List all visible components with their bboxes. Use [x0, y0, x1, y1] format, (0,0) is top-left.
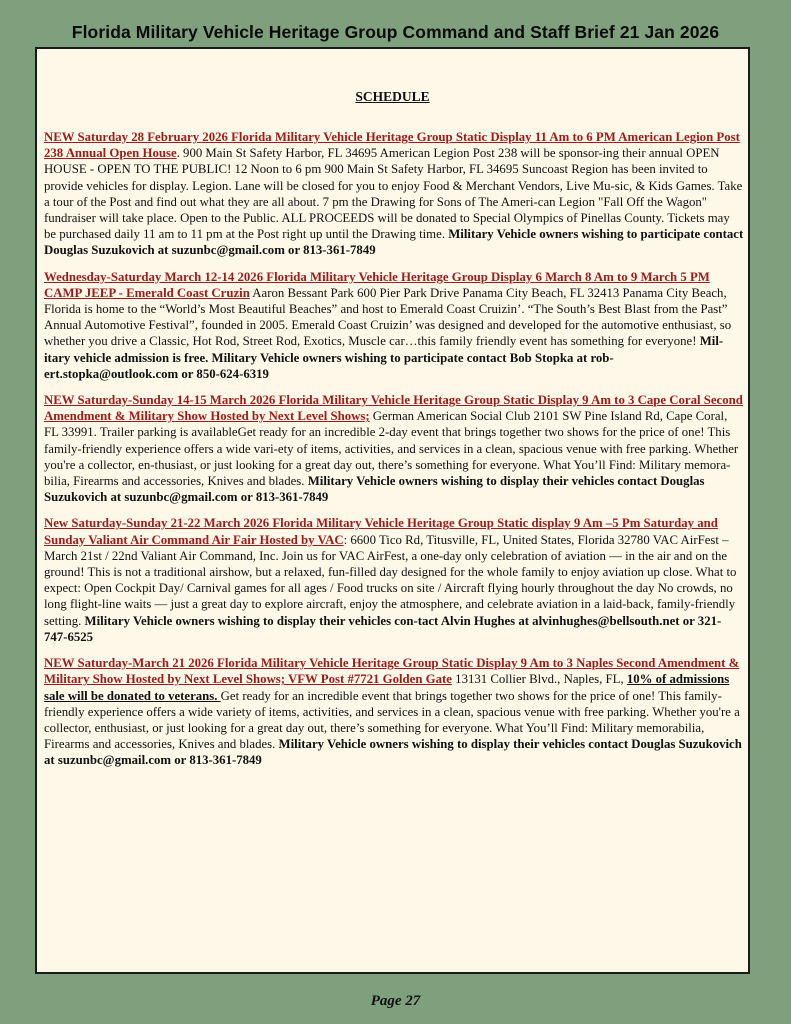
event-contact: Mil-itary vehicle admission is free. Military Vehicle owners wishing to participate contact Bob Stopka at rob-ert.stopka@outlook.com or 850-624-6319: [44, 334, 724, 381]
event-body: Aaron Bessant Park 600 Pier Park Drive Panama City Beach, FL 32413 Panama City Beach, Florida is home to the “World’s Most Beautiful Beaches” and host to Emerald Coast Cruizin’. “The South’s Best Blast from the Past” Annual Automotive Festival”, founded in 2005. Emerald Coast Cruizin’ was designed and developed for the automotive enthusiast, so whether you drive a Classic, Hot Rod, Street Rod, Exotics, Muscle car…this family friendly event has something for everyone!: [44, 285, 732, 349]
event-item: [44, 515, 744, 645]
event-highlight: 10% of admissions sale will be donated to veterans.: [44, 672, 730, 703]
event-item: [44, 269, 744, 382]
event-list: [44, 129, 744, 779]
event-title: New Saturday-Sunday 21-22 March 2026 Florida Military Vehicle Heritage Group Static display 9 Am –5 Pm Saturday and Sunday Valiant Air Command Air Fair Hosted by VAC: [44, 516, 718, 547]
event-body: : 6600 Tico Rd, Titusville, FL, United States, Florida 32780 VAC AirFest – March 21st / 22nd Valiant Air Command, Inc. Join us for VAC AirFest, a one-day only celebration of aviation — in the air and on the ground! This is not a traditional airshow, but a relaxed, fun-filled day designed for the whole family to enjoy aviation up close. What to expect: Open Cockpit Day/ Carnival games for all ages / Food trucks on site / Aircraft flying hourly throughout the day No crowds, no long flight-line waits — just a great day to explore aircraft, enjoy the atmosphere, and celebrate aviation in a laid-back, family-friendly setting.: [44, 532, 737, 628]
event-title: NEW Saturday-Sunday 14-15 March 2026 Florida Military Vehicle Heritage Group Static Display 9 Am to 3 Cape Coral Second Amendment & Military Show Hosted by Next Level Shows;: [44, 393, 743, 424]
event-body: Get ready for an incredible event that brings together two shows for the price of one! This family-friendly experience offers a wide variety of items, activities, and services in a clean, spacious venue with free parking. Whether you're a collector, enthusiast, or just looking for a great day out, there’s something for everyone. What You’ll Find: Military memorabilia, Firearms and accessories, Knives and blades.: [44, 688, 740, 752]
event-body: 13131 Collier Blvd., Naples, FL,: [451, 672, 627, 687]
event-title: NEW Saturday 28 February 2026 Florida Military Vehicle Heritage Group Static Display 11 Am to 6 PM American Legion Post 238 Annual Open House: [44, 130, 740, 161]
page-number: Page 27: [370, 993, 421, 1009]
event-contact: Military Vehicle owners wishing to participate contact Douglas Suzukovich at suzunbc@gmail.com or 813-361-7849: [44, 227, 744, 258]
event-contact: Military Vehicle owners wishing to display their vehicles contact Douglas Suzukovich at suzunbc@gmail.com or 813-361-7849: [44, 474, 705, 505]
event-title: NEW Saturday-March 21 2026 Florida Military Vehicle Heritage Group Static Display 9 Am to 3 Naples Second Amendment & Military Show Hosted by Next Level Shows; VFW Post #7721 Golden Gate: [44, 656, 740, 687]
event-contact: Military Vehicle owners wishing to display their vehicles con-tact Alvin Hughes at alvinhughes@bellsouth.net or 321-747-6525: [44, 613, 722, 644]
event-item: [44, 392, 744, 505]
newsletter-header: Florida Military Vehicle Heritage Group Command and Staff Brief 21 Jan 2026: [71, 22, 720, 42]
event-contact: Military Vehicle owners wishing to display their vehicles contact Douglas Suzukovich at suzunbc@gmail.com or 813-361-7849: [44, 737, 742, 768]
event-title: Wednesday-Saturday March 12-14 2026 Florida Military Vehicle Heritage Group Display 6 March 8 Am to 9 March 5 PM CAMP JEEP - Emerald Coast Cruzin: [44, 269, 710, 300]
event-body: . 900 Main St Safety Harbor, FL 34695 American Legion Post 238 will be sponsor-ing their annual OPEN HOUSE - OPEN TO THE PUBLIC! 12 Noon to 6 pm 900 Main St Safety Harbor, FL 34695 Suncoast Region has been invited to provide vehicles for display. Legion. Lane will be closed for you to enjoy Food & Merchant Vendors, Live Mu-sic, & Kids Games. Take a tour of the Post and find out what they are all about. 7 pm the Drawing for Sons of The Ameri-can Legion "Fall Off the Wagon" fundraiser will take place. Open to the Public. ALL PROCEEDS will be donated to Special Olympics of Pinellas County. Tickets may be purchased daily 11 am to 11 pm at the Post right up until the Drawing time.: [44, 146, 743, 242]
content-panel: [35, 47, 750, 974]
event-item: [44, 129, 744, 259]
event-body: German American Social Club 2101 SW Pine Island Rd, Cape Coral, FL 33991. Trailer parking is availableGet ready for an incredible 2-day event that brings together two shows for the price of one! This family-friendly experience offers a wide vari-ety of items, activities, and services in a clean, spacious venue with free parking. Whether you're a collector, en-thusiast, or just looking for a great day out, there’s something for everyone. What You’ll Find: Military memora-bilia, Firearms and accessories, Knives and blades.: [44, 409, 739, 489]
event-item: [44, 655, 744, 768]
schedule-heading: SCHEDULE: [355, 89, 430, 104]
